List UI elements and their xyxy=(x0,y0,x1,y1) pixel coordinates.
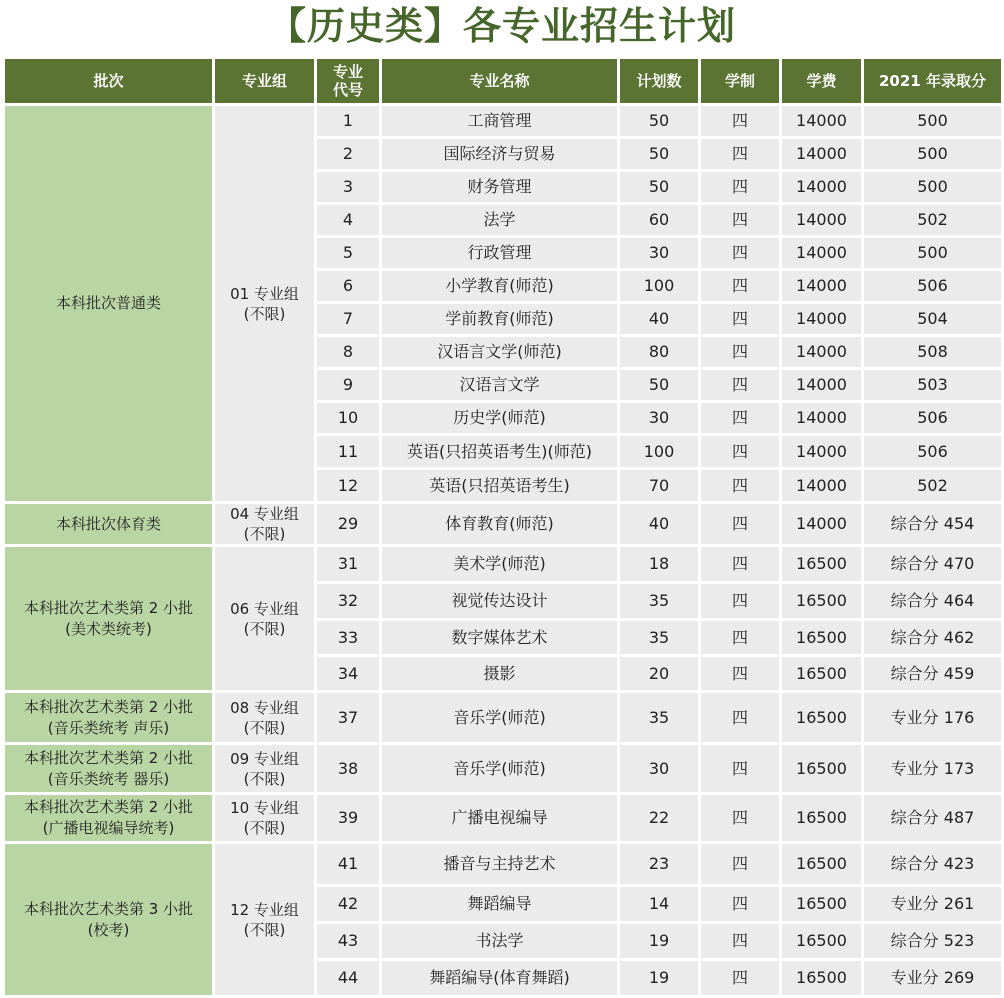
plan-cell: 40 xyxy=(620,504,698,544)
plan-cell: 19 xyxy=(620,924,698,958)
years-cell: 四 xyxy=(701,887,779,921)
table-row xyxy=(5,745,1001,792)
years-cell: 四 xyxy=(701,504,779,544)
code-cell: 8 xyxy=(317,337,379,367)
fee-cell: 14000 xyxy=(782,205,861,235)
years-cell: 四 xyxy=(701,844,779,884)
score-cell: 500 xyxy=(864,172,1001,202)
code-cell: 39 xyxy=(317,795,379,841)
code-cell: 6 xyxy=(317,271,379,301)
years-cell: 四 xyxy=(701,924,779,958)
fee-cell: 14000 xyxy=(782,304,861,334)
name-cell: 广播电视编导 xyxy=(382,795,617,841)
cell-line: 本科批次艺术类第 3 小批 xyxy=(23,899,194,918)
cell-line: 本科批次艺术类第 2 小批 xyxy=(23,598,194,617)
fee-cell: 16500 xyxy=(782,584,861,618)
header-group: 专业组 xyxy=(215,59,314,103)
plan-cell: 40 xyxy=(620,304,698,334)
years-cell: 四 xyxy=(701,584,779,618)
name-cell: 美术学(师范) xyxy=(382,547,617,581)
plan-cell: 35 xyxy=(620,584,698,618)
name-cell: 工商管理 xyxy=(382,106,617,136)
fee-cell: 14000 xyxy=(782,106,861,136)
name-cell: 历史学(师范) xyxy=(382,403,617,433)
cell-line: (音乐类统考 器乐) xyxy=(47,769,170,788)
name-cell: 英语(只招英语考生) xyxy=(382,470,617,501)
fee-cell: 16500 xyxy=(782,924,861,958)
header-code-label: 专业代号 xyxy=(332,63,363,99)
plan-cell: 22 xyxy=(620,795,698,841)
cell-line: (美术类统考) xyxy=(65,619,152,638)
fee-cell: 16500 xyxy=(782,657,861,690)
years-cell: 四 xyxy=(701,547,779,581)
code-cell: 7 xyxy=(317,304,379,334)
table-row xyxy=(5,844,1001,884)
table-row xyxy=(5,547,1001,581)
cell-line: 06 专业组 xyxy=(230,599,299,618)
years-cell: 四 xyxy=(701,304,779,334)
header-score: 2021 年录取分 xyxy=(864,59,1001,103)
header-code xyxy=(317,59,379,103)
years-cell: 四 xyxy=(701,106,779,136)
group-cell xyxy=(215,844,314,995)
plan-cell: 14 xyxy=(620,887,698,921)
score-cell: 503 xyxy=(864,370,1001,400)
score-cell: 500 xyxy=(864,106,1001,136)
header-major-name: 专业名称 xyxy=(382,59,617,103)
years-cell: 四 xyxy=(701,745,779,792)
cell-line: 12 专业组 xyxy=(230,900,299,919)
name-cell: 财务管理 xyxy=(382,172,617,202)
plan-cell: 50 xyxy=(620,139,698,169)
plan-cell: 80 xyxy=(620,337,698,367)
code-cell: 31 xyxy=(317,547,379,581)
header-years: 学制 xyxy=(701,59,779,103)
table-row xyxy=(5,795,1001,841)
batch-cell xyxy=(5,547,212,690)
name-cell: 小学教育(师范) xyxy=(382,271,617,301)
score-cell: 508 xyxy=(864,337,1001,367)
fee-cell: 14000 xyxy=(782,370,861,400)
cell-line: 本科批次体育类 xyxy=(55,514,161,533)
group-cell xyxy=(215,106,314,501)
header-batch: 批次 xyxy=(5,59,212,103)
batch-cell xyxy=(5,795,212,841)
page-title: 【历史类】各专业招生计划 xyxy=(267,4,736,48)
years-cell: 四 xyxy=(701,172,779,202)
code-cell: 10 xyxy=(317,403,379,433)
score-cell: 综合分 462 xyxy=(864,621,1001,654)
cell-line: 本科批次艺术类第 2 小批 xyxy=(23,697,194,716)
enrollment-plan-table xyxy=(2,56,1004,998)
years-cell: 四 xyxy=(701,795,779,841)
cell-line: (校考) xyxy=(87,920,130,939)
code-cell: 11 xyxy=(317,436,379,467)
plan-cell: 100 xyxy=(620,436,698,467)
name-cell: 舞蹈编导 xyxy=(382,887,617,921)
fee-cell: 14000 xyxy=(782,172,861,202)
score-cell: 504 xyxy=(864,304,1001,334)
score-cell: 综合分 470 xyxy=(864,547,1001,581)
code-cell: 9 xyxy=(317,370,379,400)
years-cell: 四 xyxy=(701,657,779,690)
fee-cell: 14000 xyxy=(782,337,861,367)
fee-cell: 16500 xyxy=(782,693,861,742)
score-cell: 500 xyxy=(864,139,1001,169)
plan-cell: 30 xyxy=(620,238,698,268)
name-cell: 行政管理 xyxy=(382,238,617,268)
table-row xyxy=(5,693,1001,742)
code-cell: 29 xyxy=(317,504,379,544)
years-cell: 四 xyxy=(701,621,779,654)
name-cell: 国际经济与贸易 xyxy=(382,139,617,169)
score-cell: 502 xyxy=(864,205,1001,235)
plan-cell: 50 xyxy=(620,370,698,400)
fee-cell: 16500 xyxy=(782,795,861,841)
cell-line: (不限) xyxy=(243,619,286,638)
table-row xyxy=(5,106,1001,136)
code-cell: 32 xyxy=(317,584,379,618)
name-cell: 音乐学(师范) xyxy=(382,745,617,792)
name-cell: 数字媒体艺术 xyxy=(382,621,617,654)
name-cell: 舞蹈编导(体育舞蹈) xyxy=(382,961,617,995)
fee-cell: 16500 xyxy=(782,844,861,884)
cell-line: (不限) xyxy=(243,525,286,543)
plan-cell: 50 xyxy=(620,106,698,136)
cell-line: (不限) xyxy=(243,718,286,737)
fee-cell: 14000 xyxy=(782,403,861,433)
score-cell: 综合分 464 xyxy=(864,584,1001,618)
cell-line: (不限) xyxy=(243,920,286,939)
years-cell: 四 xyxy=(701,436,779,467)
fee-cell: 14000 xyxy=(782,436,861,467)
code-cell: 1 xyxy=(317,106,379,136)
table-row xyxy=(5,504,1001,544)
plan-cell: 19 xyxy=(620,961,698,995)
fee-cell: 14000 xyxy=(782,139,861,169)
name-cell: 书法学 xyxy=(382,924,617,958)
score-cell: 500 xyxy=(864,238,1001,268)
years-cell: 四 xyxy=(701,238,779,268)
code-cell: 41 xyxy=(317,844,379,884)
score-cell: 502 xyxy=(864,470,1001,501)
years-cell: 四 xyxy=(701,271,779,301)
name-cell: 播音与主持艺术 xyxy=(382,844,617,884)
cell-line: (不限) xyxy=(243,769,286,788)
batch-cell xyxy=(5,844,212,995)
fee-cell: 14000 xyxy=(782,504,861,544)
score-cell: 506 xyxy=(864,403,1001,433)
plan-cell: 20 xyxy=(620,657,698,690)
score-cell: 综合分 423 xyxy=(864,844,1001,884)
fee-cell: 16500 xyxy=(782,887,861,921)
score-cell: 综合分 523 xyxy=(864,924,1001,958)
plan-cell: 60 xyxy=(620,205,698,235)
group-cell xyxy=(215,693,314,742)
fee-cell: 16500 xyxy=(782,621,861,654)
header-plan: 计划数 xyxy=(620,59,698,103)
batch-cell xyxy=(5,693,212,742)
name-cell: 英语(只招英语考生)(师范) xyxy=(382,436,617,467)
fee-cell: 16500 xyxy=(782,547,861,581)
code-cell: 5 xyxy=(317,238,379,268)
name-cell: 视觉传达设计 xyxy=(382,584,617,618)
score-cell: 506 xyxy=(864,436,1001,467)
code-cell: 37 xyxy=(317,693,379,742)
table-header-row xyxy=(5,59,1001,103)
plan-cell: 100 xyxy=(620,271,698,301)
years-cell: 四 xyxy=(701,205,779,235)
header-fee: 学费 xyxy=(782,59,861,103)
table-body xyxy=(5,106,1001,995)
name-cell: 法学 xyxy=(382,205,617,235)
cell-line: 01 专业组 xyxy=(230,284,299,303)
code-cell: 38 xyxy=(317,745,379,792)
plan-cell: 50 xyxy=(620,172,698,202)
plan-cell: 30 xyxy=(620,403,698,433)
cell-line: (音乐类统考 声乐) xyxy=(47,718,170,737)
group-cell xyxy=(215,504,314,544)
cell-line: 本科批次艺术类第 2 小批 xyxy=(23,748,194,767)
code-cell: 42 xyxy=(317,887,379,921)
plan-cell: 23 xyxy=(620,844,698,884)
plan-cell: 30 xyxy=(620,745,698,792)
fee-cell: 16500 xyxy=(782,745,861,792)
name-cell: 摄影 xyxy=(382,657,617,690)
cell-line: 09 专业组 xyxy=(230,749,299,768)
years-cell: 四 xyxy=(701,470,779,501)
group-cell xyxy=(215,795,314,841)
plan-cell: 70 xyxy=(620,470,698,501)
score-cell: 506 xyxy=(864,271,1001,301)
batch-cell xyxy=(5,106,212,501)
name-cell: 学前教育(师范) xyxy=(382,304,617,334)
group-cell xyxy=(215,745,314,792)
score-cell: 专业分 269 xyxy=(864,961,1001,995)
plan-cell: 35 xyxy=(620,621,698,654)
code-cell: 12 xyxy=(317,470,379,501)
code-cell: 2 xyxy=(317,139,379,169)
score-cell: 综合分 454 xyxy=(864,504,1001,544)
code-cell: 33 xyxy=(317,621,379,654)
fee-cell: 14000 xyxy=(782,271,861,301)
fee-cell: 14000 xyxy=(782,470,861,501)
cell-line: (不限) xyxy=(243,304,286,323)
score-cell: 综合分 487 xyxy=(864,795,1001,841)
plan-cell: 18 xyxy=(620,547,698,581)
years-cell: 四 xyxy=(701,337,779,367)
code-cell: 44 xyxy=(317,961,379,995)
score-cell: 综合分 459 xyxy=(864,657,1001,690)
cell-line: 08 专业组 xyxy=(230,698,299,717)
fee-cell: 16500 xyxy=(782,961,861,995)
cell-line: 本科批次艺术类第 2 小批 xyxy=(23,798,194,816)
score-cell: 专业分 173 xyxy=(864,745,1001,792)
name-cell: 音乐学(师范) xyxy=(382,693,617,742)
fee-cell: 14000 xyxy=(782,238,861,268)
batch-cell xyxy=(5,745,212,792)
cell-line: (广播电视编导统考) xyxy=(42,819,175,837)
years-cell: 四 xyxy=(701,961,779,995)
code-cell: 3 xyxy=(317,172,379,202)
score-cell: 专业分 261 xyxy=(864,887,1001,921)
name-cell: 体育教育(师范) xyxy=(382,504,617,544)
group-cell xyxy=(215,547,314,690)
years-cell: 四 xyxy=(701,693,779,742)
years-cell: 四 xyxy=(701,139,779,169)
name-cell: 汉语言文学 xyxy=(382,370,617,400)
cell-line: 10 专业组 xyxy=(230,799,299,817)
cell-line: 本科批次普通类 xyxy=(55,294,161,312)
score-cell: 专业分 176 xyxy=(864,693,1001,742)
name-cell: 汉语言文学(师范) xyxy=(382,337,617,367)
years-cell: 四 xyxy=(701,370,779,400)
code-cell: 4 xyxy=(317,205,379,235)
batch-cell xyxy=(5,504,212,544)
code-cell: 34 xyxy=(317,657,379,690)
cell-line: 04 专业组 xyxy=(230,505,299,523)
years-cell: 四 xyxy=(701,403,779,433)
cell-line: (不限) xyxy=(243,819,286,837)
plan-cell: 35 xyxy=(620,693,698,742)
code-cell: 43 xyxy=(317,924,379,958)
